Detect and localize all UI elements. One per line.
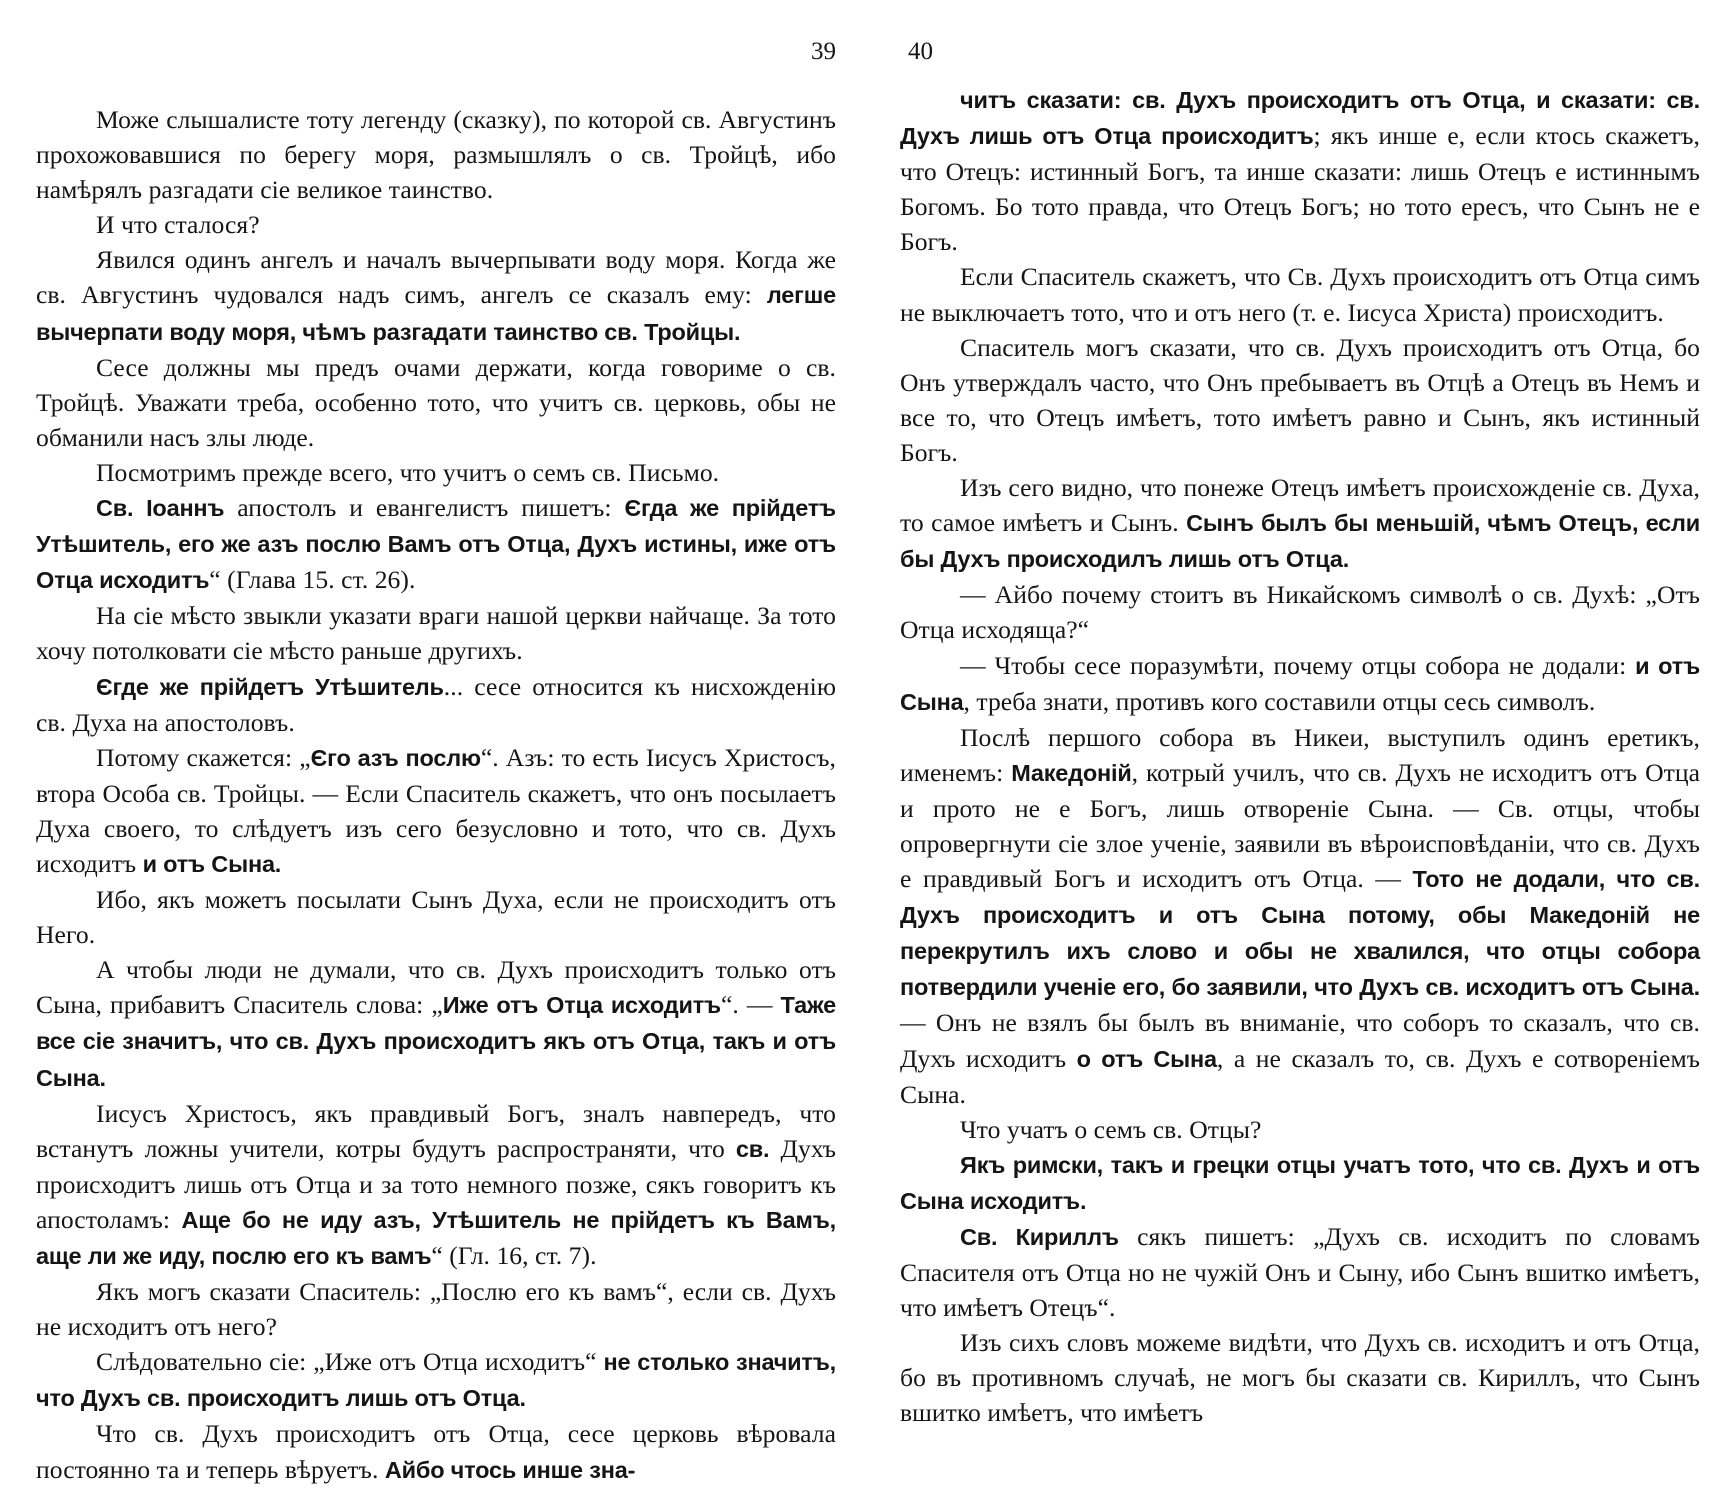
page-number: 40: [908, 38, 933, 65]
bold-text-run: Єгда же прійдетъ Утѣшитель, его же азъ послю Вамъ отъ Отца, Духъ истины, иже отъ Отца исходитъ: [36, 495, 836, 594]
paragraph: [36, 1274, 836, 1344]
paragraph: [900, 1219, 1700, 1325]
text-run: Посмотримъ прежде всего, что учитъ о семъ св. Письмо.: [96, 457, 720, 487]
paragraph: [900, 648, 1700, 720]
bold-text-run: Тото не додали, что св. Духъ происходитъ и отъ Сына потому, обы Македоній не перекрутилъ ихъ слово и обы не хвалился, что отцы собора потвердили ученіе его, бо заявили, что Духъ св. исходитъ отъ Сына.: [900, 866, 1700, 1001]
bold-text-run: Св. Іоаннъ: [96, 495, 225, 522]
page-number: 39: [811, 38, 836, 65]
bold-text-run: и отъ Сына: [900, 652, 1700, 715]
page-text: [36, 102, 836, 1488]
text-run: Что св. Духъ происходитъ отъ Отца, сесе церковь вѣровала постоянно та и теперь вѣруетъ.: [36, 1419, 836, 1484]
text-run: Явился одинъ ангелъ и началъ вычерпывати воду моря. Когда же св. Августинъ чудовался надъ симъ, ангелъ се сказалъ ему:: [36, 245, 836, 310]
paragraph: [900, 1325, 1700, 1430]
paragraph: [36, 882, 836, 952]
paragraph: [36, 1416, 836, 1487]
paragraph: [36, 669, 836, 740]
text-run: Іисусъ Христосъ, якъ правдивый Богъ, зналъ навпередъ, что встанутъ ложны учители, котры будутъ распространяти, что: [36, 1098, 836, 1163]
paragraph: [36, 102, 836, 207]
text-run: — Айбо почему стоитъ въ Никайскомъ символѣ о св. Духѣ: „Отъ Отца исходяща?“: [900, 580, 1700, 645]
text-run: И что сталося?: [96, 210, 260, 240]
bold-text-run: Якъ римски, такъ и грецки отцы учатъ тото, что св. Духъ и отъ Сына исходитъ.: [900, 1151, 1700, 1214]
paragraph: [900, 1112, 1700, 1147]
text-run: “ (Глава 15. ст. 26).: [209, 565, 416, 595]
paragraph: [900, 1147, 1700, 1219]
text-run: Сесе должны мы предъ очами держати, когда говориме о св. Тройцѣ. Уважати треба, особенно тото, что учитъ св. церковь, обы не обманили насъ злы люде.: [36, 352, 836, 452]
bold-text-run: Македоній: [1011, 759, 1132, 786]
bold-text-run: легше вычерпати воду моря, чѣмъ разгадати таинство св. Тройцы.: [36, 282, 836, 345]
paragraph: [900, 720, 1700, 1112]
paragraph: [900, 577, 1700, 647]
paragraph: [36, 490, 836, 598]
text-run: Слѣдовательно сіе: „Иже отъ Отца исходитъ“: [96, 1347, 604, 1377]
bold-text-run: Єгде же прійдетъ Утѣшитель: [96, 673, 444, 700]
text-run: ... сесе относится къ нисхожденію св. Духа на апостоловъ.: [36, 671, 837, 737]
text-run: Что учатъ о семъ св. Отцы?: [960, 1114, 1262, 1144]
paragraph: [36, 1096, 836, 1274]
text-run: — Чтобы сесе поразумѣти, почему отцы собора не додали:: [960, 650, 1636, 680]
text-run: На сіе мѣсто звыкли указати враги нашой церкви найчаще. За тото хочу потолковати сіе мѣсто раньше другихъ.: [36, 601, 836, 666]
bold-text-run: о отъ Сына: [1076, 1045, 1217, 1072]
text-run: Изъ сихъ словъ можеме видѣти, что Духъ св. исходитъ и отъ Отца, бо въ противномъ случаѣ, не могъ бы сказати св. Кириллъ, что Сынъ вшитко имѣетъ, что имѣетъ: [900, 1328, 1700, 1428]
text-run: , а не сказалъ то, св. Духъ е сотвореніемъ Сына.: [900, 1043, 1700, 1109]
text-run: Може слышалисте тоту легенду (сказку), по которой св. Августинъ прохожовавшися по берегу моря, размышлялъ о св. Тройцѣ, ибо намѣрялъ разгадати сіе великое таинство.: [36, 105, 836, 205]
text-run: “. Азъ: то есть Іисусъ Христосъ, втора Особа св. Тройцы. — Если Спаситель скажетъ, что онъ посылаетъ Духа своего, то слѣдуетъ изъ сего безусловно и тото, что св. Духъ исходитъ: [36, 742, 836, 878]
right-page: [900, 0, 1700, 1500]
paragraph: [900, 470, 1700, 577]
bold-text-run: Сынъ былъ бы меньшій, чѣмъ Отецъ, если бы Духъ происходилъ лишь отъ Отца.: [900, 510, 1700, 573]
bold-text-run: Айбо чтось инше зна-: [384, 1456, 636, 1483]
bold-text-run: Аще бо не иду азъ, Утѣшитель не прійдетъ къ Вамъ, аще ли же иду, послю его къ вамъ: [36, 1206, 836, 1269]
text-run: Послѣ першого собора въ Никеи, выступилъ одинъ еретикъ, именемъ:: [900, 722, 1700, 787]
text-run: , котрый училъ, что св. Духъ не исходитъ отъ Отца и прото не е Богъ, лишь отвореніе Сына. — Св. отцы, чтобы опровергнути сіе злое ученіе, заявили въ вѣроисповѣданіи, что св. Духъ е правдивый Богъ и исходитъ отъ Отца. —: [900, 757, 1700, 894]
bold-text-run: св.: [735, 1135, 770, 1162]
paragraph: [36, 952, 836, 1095]
bold-text-run: Иже отъ Отца исходитъ: [442, 992, 721, 1019]
text-run: Изъ сего видно, что понеже Отецъ имѣетъ происхожденіе св. Духа, то самое имѣетъ и Сынъ.: [900, 473, 1700, 538]
left-page: [36, 0, 836, 1500]
paragraph: [36, 350, 836, 455]
text-run: апостолъ и евангелистъ пишетъ:: [224, 493, 625, 523]
bold-text-run: и отъ Сына.: [142, 850, 282, 877]
text-run: Ибо, якъ можетъ посылати Сынъ Духа, если не происходитъ отъ Него.: [36, 885, 836, 950]
text-run: сякъ пишетъ: „Духъ св. исходитъ по словамъ Спасителя отъ Отца но не чужій Онъ и Сыну, ибо Сынъ вшитко имѣетъ, что имѣетъ Отецъ“.: [900, 1222, 1700, 1323]
text-run: — Онъ не взялъ бы былъ въ вниманіе, что соборъ то сказалъ, что св. Духъ исходитъ: [900, 1008, 1700, 1073]
text-run: Якъ могъ сказати Спаситель: „Послю его къ вамъ“, если св. Духъ не исходитъ отъ него?: [36, 1277, 836, 1342]
paragraph: [36, 1344, 836, 1416]
text-run: Потому скажется: „: [96, 742, 311, 772]
bold-text-run: Таже все сіе значитъ, что св. Духъ происходитъ якъ отъ Отца, такъ и отъ Сына.: [36, 992, 836, 1091]
paragraph: [900, 330, 1700, 470]
paragraph: [36, 740, 836, 882]
paragraph: [36, 242, 836, 349]
text-run: , треба знати, противъ кого составили отцы сесь символъ.: [963, 686, 1596, 716]
text-run: Если Спаситель скажетъ, что Св. Духъ происходитъ отъ Отца симъ не выключаетъ тото, что и отъ него (т. е. Іисуса Христа) происходитъ.: [900, 262, 1700, 327]
text-run: Духъ происходитъ лишь отъ Отца и за тото немного позже, сякъ говоритъ къ апостоламъ:: [36, 1133, 836, 1234]
text-run: Спаситель могъ сказати, что св. Духъ происходитъ отъ Отца, бо Онъ утверждалъ часто, что Онъ пребываетъ въ Отцѣ а Отецъ въ Немъ и все то, что Отецъ имѣетъ, тото имѣетъ равно и Сынъ, якъ истинный Богъ.: [900, 332, 1700, 467]
bold-text-run: Єго азъ послю: [310, 744, 481, 771]
paragraph: [900, 259, 1700, 329]
text-run: ; якъ инше е, если ктось скажетъ, что Отецъ: истинный Богъ, та инше сказати: лишь Отецъ е истиннымъ Богомъ. Бо тото правда, что Отецъ Богъ; но тото ересъ, что Сынъ не е Богъ.: [900, 121, 1700, 257]
text-run: А чтобы люди не думали, что св. Духъ происходитъ только отъ Сына, прибавитъ Спаситель слова: „: [36, 955, 836, 1020]
paragraph: [36, 207, 836, 242]
bold-text-run: не столько значитъ, что Духъ св. происходитъ лишь отъ Отца.: [36, 1349, 836, 1412]
bold-text-run: Св. Кириллъ: [960, 1224, 1119, 1250]
text-run: “. —: [720, 990, 781, 1020]
paragraph: [900, 82, 1700, 259]
paragraph: [36, 455, 836, 490]
text-run: “ (Гл. 16, ст. 7).: [431, 1241, 597, 1270]
paragraph: [36, 598, 836, 668]
bold-text-run: читъ сказати: св. Духъ происходитъ отъ Отца, и сказати: св. Духъ лишь отъ Отца происходитъ: [900, 87, 1700, 150]
page-text: [900, 82, 1700, 1431]
